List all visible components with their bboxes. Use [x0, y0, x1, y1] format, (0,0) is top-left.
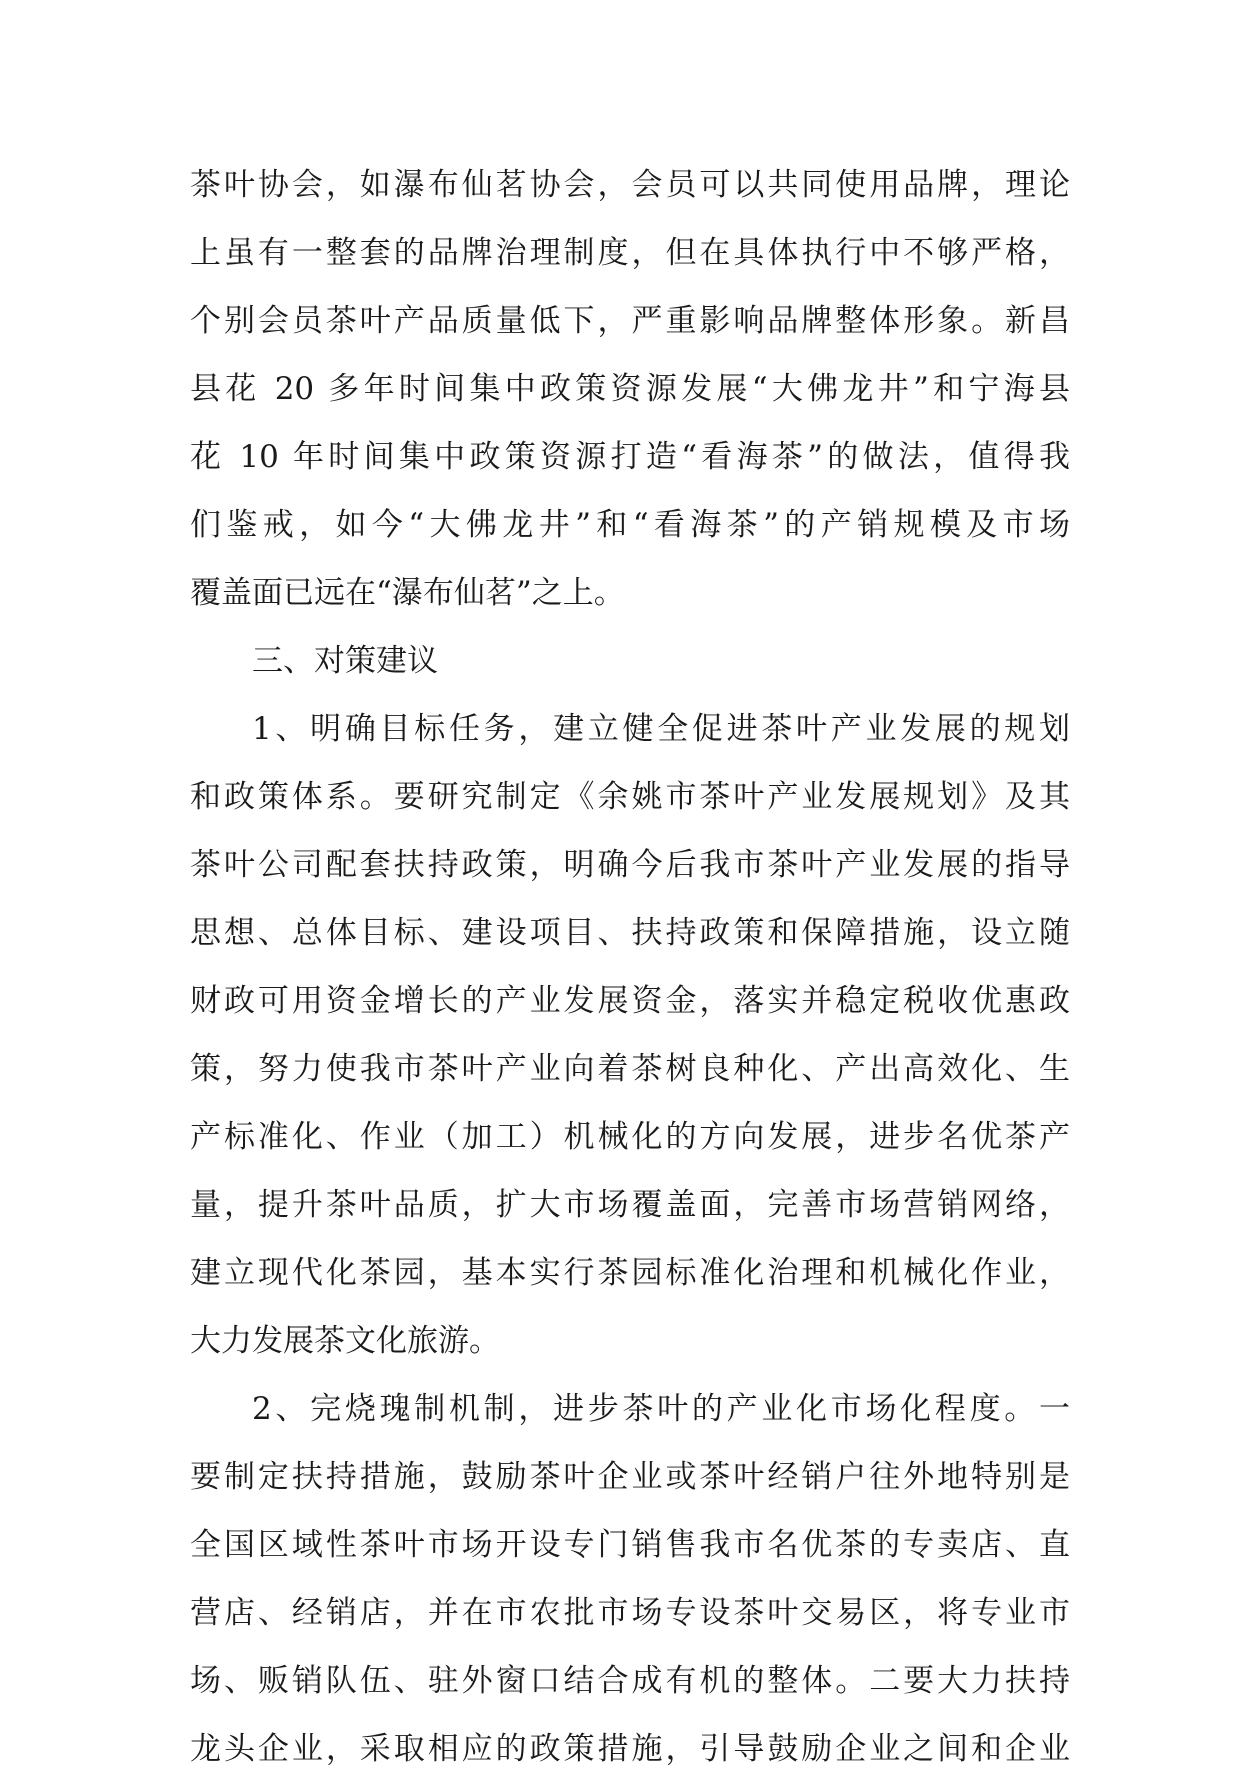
paragraph-line: 龙头企业，采取相应的政策措施，引导鼓励企业之间和企业: [190, 1731, 1070, 1767]
section-heading: 三、对策建议: [252, 643, 438, 679]
paragraph-line: 营店、经销店，并在市农批市场专设茶叶交易区，将专业市: [190, 1595, 1070, 1631]
paragraph-line: 茶叶协会，如瀑布仙茗协会，会员可以共同使用品牌，理论: [190, 167, 1070, 203]
paragraph-line: 上虽有一整套的品牌治理制度，但在具体执行中不够严格，: [190, 235, 1070, 271]
paragraph-line: 思想、总体目标、建设项目、扶持政策和保障措施，设立随: [190, 915, 1070, 951]
paragraph-line: 量，提升茶叶品质，扩大市场覆盖面，完善市场营销网络，: [190, 1187, 1070, 1223]
paragraph-line: 2、完烧瑰制机制，进步茶叶的产业化市场化程度。一: [252, 1391, 1070, 1427]
paragraph-line: 覆盖面已远在“瀑布仙茗”之上。: [190, 575, 625, 611]
paragraph-line: 建立现代化茶园，基本实行茶园标准化治理和机械化作业，: [190, 1255, 1070, 1291]
paragraph-line: 茶叶公司配套扶持政策，明确今后我市茶叶产业发展的指导: [190, 847, 1070, 883]
document-body: [190, 160, 1070, 1792]
paragraph-line: 县花 20 多年时间集中政策资源发展“大佛龙井”和宁海县: [190, 371, 1070, 407]
paragraph-line: 策，努力使我市茶叶产业向着茶树良种化、产出高效化、生: [190, 1051, 1070, 1087]
paragraph-line: 和政策体系。要研究制定《余姚市茶叶产业发展规划》及其: [190, 779, 1070, 815]
paragraph-line: 要制定扶持措施，鼓励茶叶企业或茶叶经销户往外地特别是: [190, 1459, 1070, 1495]
paragraph-line: 大力发展茶文化旅游。: [190, 1323, 500, 1359]
paragraph-line: 财政可用资金增长的产业发展资金，落实并稳定税收优惠政: [190, 983, 1070, 1019]
paragraph-line: 产标准化、作业（加工）机械化的方向发展，进步名优茶产: [190, 1119, 1070, 1155]
paragraph-2: [190, 704, 1070, 1384]
paragraph-3: [190, 1384, 1070, 1792]
paragraph-line: 个别会员茶叶产品质量低下，严重影响品牌整体形象。新昌: [190, 303, 1070, 339]
paragraph-line: 1、明确目标任务，建立健全促进茶叶产业发展的规划: [252, 711, 1070, 747]
paragraph-line: 场、贩销队伍、驻外窗口结合成有机的整体。二要大力扶持: [190, 1663, 1070, 1699]
paragraph-line: 全国区域性茶叶市场开设专门销售我市名优茶的专卖店、直: [190, 1527, 1070, 1563]
paragraph-1: [190, 160, 1070, 636]
paragraph-line: 花 10 年时间集中政策资源打造“看海茶”的做法，值得我: [190, 439, 1070, 475]
paragraph-line: 们鉴戒，如今“大佛龙井”和“看海茶”的产销规模及市场: [190, 507, 1070, 543]
